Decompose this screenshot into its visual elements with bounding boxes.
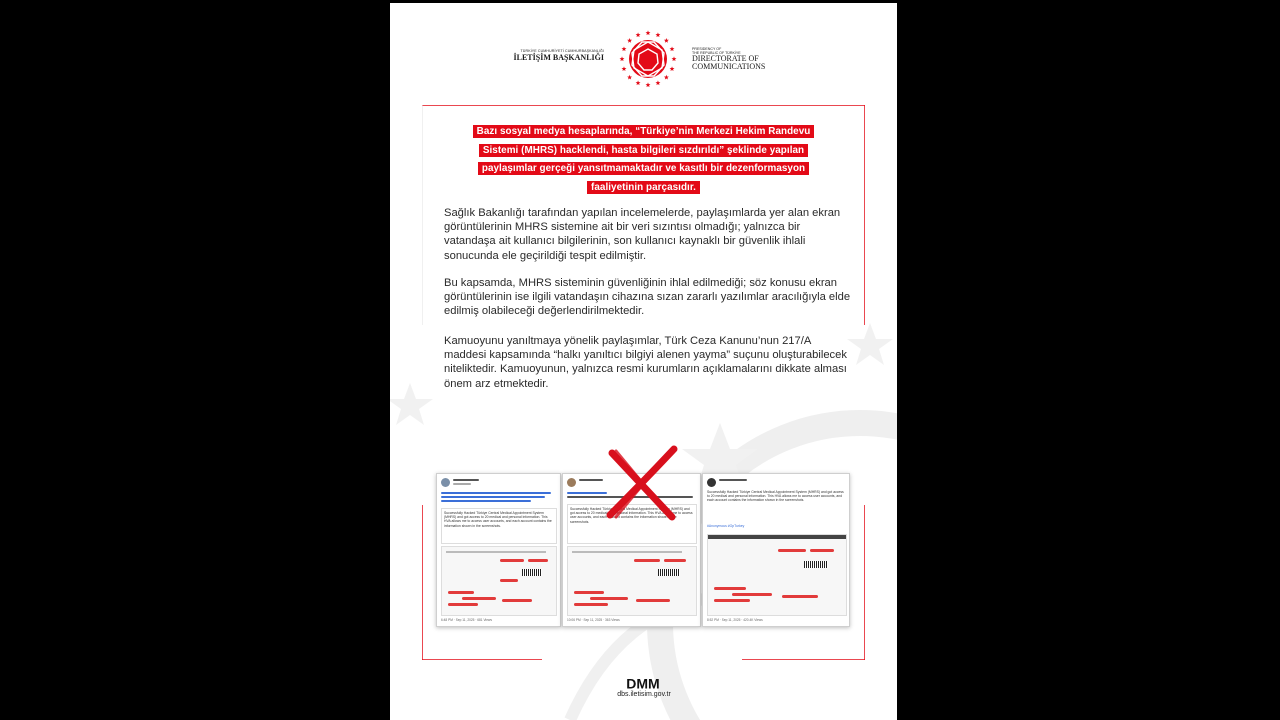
- tweet-text: Successfully Hacked Türkiye Central Medical Appointment System (MHRS) and got access to 20 medical and personal information. This HVA allows me to access user accounts, and each account contains the information shown in the screenshots.: [444, 511, 552, 528]
- redaction: [574, 591, 604, 594]
- tweet-username: [719, 479, 747, 481]
- embedded-screenshot: [567, 546, 697, 616]
- text-line: [441, 492, 551, 494]
- header-right-title-1: DIRECTORATE OF: [692, 54, 759, 63]
- redaction: [782, 595, 818, 598]
- seal-star: [670, 46, 675, 51]
- dmm-logo: [614, 677, 672, 690]
- quoted-tweet: [441, 508, 557, 544]
- redaction: [500, 559, 524, 562]
- footer-url: dbs.iletisim.gov.tr: [617, 691, 671, 698]
- redaction: [574, 603, 608, 606]
- redaction: [636, 599, 670, 602]
- redaction: [448, 603, 478, 606]
- redaction: [462, 597, 496, 600]
- tweet-text: Successfully Hacked Türkiye Central Medical Appointment System (MHRS) and got access to 20 medical and personal information. This HVA allows me to access user accounts, and each account contains the information shown in the screenshots.: [707, 490, 844, 503]
- tweet-screenshot-1: [436, 473, 561, 627]
- ui-line: [446, 551, 546, 553]
- redaction: [664, 559, 686, 562]
- redaction: [714, 599, 750, 602]
- text-line: [441, 500, 531, 502]
- barcode: [804, 561, 828, 568]
- tweet-username: [453, 479, 479, 481]
- header-left-text: [486, 49, 604, 62]
- header-right-text: [692, 47, 802, 71]
- seal-star: [636, 80, 641, 85]
- seal-star: [627, 75, 632, 80]
- header-right-small-2: THE REPUBLIC OF TÜRKİYE: [692, 51, 741, 55]
- redaction: [714, 587, 746, 590]
- headline-line: Sistemi (MHRS) hacklendi, hasta bilgileri sızdırıldı” şeklinde yapılan: [479, 144, 808, 157]
- header-left-small: TÜRKİYE CUMHURİYETİ CUMHURBAŞKANLIĞI: [520, 49, 604, 53]
- presidential-seal-icon: [618, 29, 678, 89]
- seal-star: [670, 66, 675, 71]
- dmm-logo-text: DMM: [626, 677, 660, 690]
- tweet-text: Successfully Hacked Türkiye Central Medical Appointment System (MHRS) and got access to 20 medical and personal information. This HVA allows me to access user accounts, and each account contains the information shown in the screenshots.: [570, 507, 693, 524]
- headline-line: paylaşımlar gerçeği yansıtmamaktadır ve kasıtlı bir dezenformasyon: [478, 162, 809, 175]
- paragraph-2: Bu kapsamda, MHRS sisteminin güvenliğinin ihlal edilmediği; söz konusu ekran görüntülerinin ise ilgili vatandaşın cihazına sızan zararlı yazılımlar aracılığıyla elde edilmiş olabileceği değerlendirilmektedir.: [444, 277, 851, 318]
- seal-star: [646, 82, 651, 87]
- redaction: [528, 559, 548, 562]
- seal-star: [672, 56, 677, 61]
- redaction: [778, 549, 806, 552]
- paragraph-1: Sağlık Bakanlığı tarafından yapılan incelemelerde, paylaşımlarda yer alan ekran görüntülerinin MHRS sistemine ait bir veri sızıntısı olmadığı; yalnızca bir vatandaşa ait kullanıcı bilgilerinin, son kullanıcı kaynaklı bir güvenlik ihlali sonucunda ele geçirildiği tespit edilmiştir.: [444, 207, 841, 262]
- bulletin-page: [390, 3, 897, 720]
- redaction: [732, 593, 772, 596]
- paragraph-3: Kamuoyunu yanıltmaya yönelik paylaşımlar, Türk Ceza Kanunu’nun 217/A maddesi kapsamında “halkı yanıltıcı bilgiyi alenen yayma” suçunu oluşturabilecek niteliktedir. Kamuoyunun, yalnızca resmi kurumların açıklamalarını dikkate alması önem arz etmektedir.: [444, 335, 847, 390]
- ui-toolbar: [708, 535, 846, 539]
- header-right-small-1: PRESIDENCY OF: [692, 47, 722, 51]
- tweet-footer: 8:52 PM · Sep 11, 2025 · 420.4K Views: [707, 618, 763, 622]
- header-left-title: İLETİŞİM BAŞKANLIĞI: [513, 53, 604, 62]
- seal-star: [620, 56, 625, 61]
- tweet-hashtags: #Anonymous #OpTurkey: [707, 524, 745, 528]
- redaction: [590, 597, 628, 600]
- tweet-footer: 6:48 PM · Sep 11, 2025 · 681 Views: [441, 618, 492, 622]
- embedded-screenshot: [441, 546, 557, 616]
- header-right-title-2: COMMUNICATIONS: [692, 62, 766, 72]
- seal-star: [646, 30, 651, 35]
- redaction: [500, 579, 518, 582]
- seal-star: [622, 66, 627, 71]
- ui-line: [572, 551, 682, 553]
- avatar: [441, 478, 450, 487]
- avatar: [567, 478, 576, 487]
- redaction: [634, 559, 660, 562]
- headline: [440, 121, 847, 195]
- text-line: [441, 496, 545, 498]
- barcode: [522, 569, 542, 576]
- tweet-screenshot-3: [702, 473, 850, 627]
- redaction: [448, 591, 474, 594]
- seal-star: [664, 75, 669, 80]
- seal-star: [636, 32, 641, 37]
- red-x-cross-icon: [600, 443, 684, 523]
- tweet-handle: [453, 483, 471, 485]
- barcode: [658, 569, 680, 576]
- redaction: [810, 549, 834, 552]
- headline-line: Bazı sosyal medya hesaplarında, “Türkiye’nin Merkezi Hekim Randevu: [473, 125, 815, 138]
- seal-star: [627, 38, 632, 43]
- seal-star: [622, 46, 627, 51]
- redaction: [502, 599, 532, 602]
- seal-star: [664, 38, 669, 43]
- avatar: [707, 478, 716, 487]
- embedded-screenshot: [707, 534, 847, 616]
- tweet-footer: 10:06 PM · Sep 11, 2025 · 363 Views: [567, 618, 620, 622]
- seal-star: [655, 80, 660, 85]
- seal-star: [655, 32, 660, 37]
- headline-line: faaliyetinin parçasıdır.: [587, 181, 700, 194]
